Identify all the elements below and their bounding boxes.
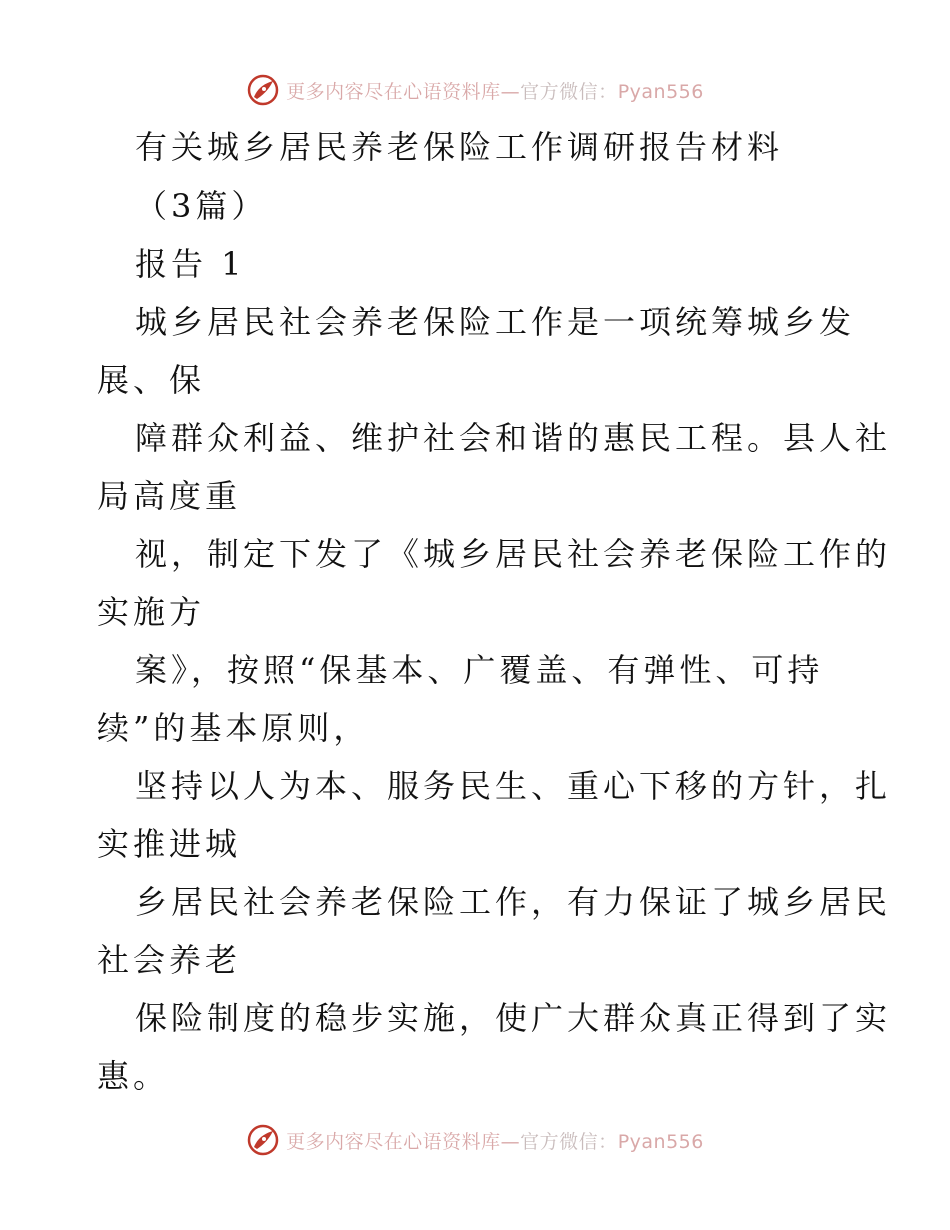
paragraph-line: 城乡居民社会养老保险工作是一项统筹城乡发 [135, 303, 856, 341]
paragraph-line: 局高度重 [97, 477, 242, 515]
paragraph-line: 乡居民社会养老保险工作，有力保证了城乡居民 [135, 883, 892, 921]
watermark-main-text: 更多内容尽在心语资料库 [286, 1130, 501, 1153]
watermark-main-text: 更多内容尽在心语资料库 [286, 80, 501, 103]
paragraph-line: 续”的基本原则， [97, 709, 370, 747]
paragraph-line: 障群众利益、维护社会和谐的惠民工程。县人社 [135, 419, 892, 457]
paragraph-line: 实推进城 [97, 825, 242, 863]
paragraph-line: 坚持以人为本、服务民生、重心下移的方针，扎 [135, 767, 892, 805]
watermark-separator: — [500, 1130, 521, 1153]
document-title: 有关城乡居民养老保险工作调研报告材料 [135, 128, 784, 166]
watermark-official-label: 官方微信： [520, 1130, 618, 1153]
pen-nib-logo-icon [246, 1123, 280, 1157]
paragraph-line: 案》，按照“保基本、广覆盖、有弹性、可持 [135, 651, 824, 689]
watermark-footer [0, 1122, 950, 1158]
paragraph-line: 保险制度的稳步实施，使广大群众真正得到了实 [135, 999, 892, 1037]
paragraph-line: 视，制定下发了《城乡居民社会养老保险工作的 [135, 535, 892, 573]
paragraph-line: 社会养老 [97, 941, 242, 979]
paragraph-line: 惠。 [97, 1057, 170, 1095]
paragraph-line: 实施方 [97, 593, 206, 631]
watermark-wechat-id: Pyan556 [617, 80, 704, 103]
watermark-text [286, 1127, 704, 1154]
document-title-count: （3篇） [135, 187, 268, 225]
watermark-wechat-id: Pyan556 [617, 1130, 704, 1153]
watermark-official-label: 官方微信： [520, 80, 618, 103]
watermark-separator: — [500, 80, 521, 103]
report-label: 报告 1 [135, 245, 246, 283]
watermark-inner [246, 1123, 704, 1157]
paragraph-line: 展、保 [97, 361, 206, 399]
